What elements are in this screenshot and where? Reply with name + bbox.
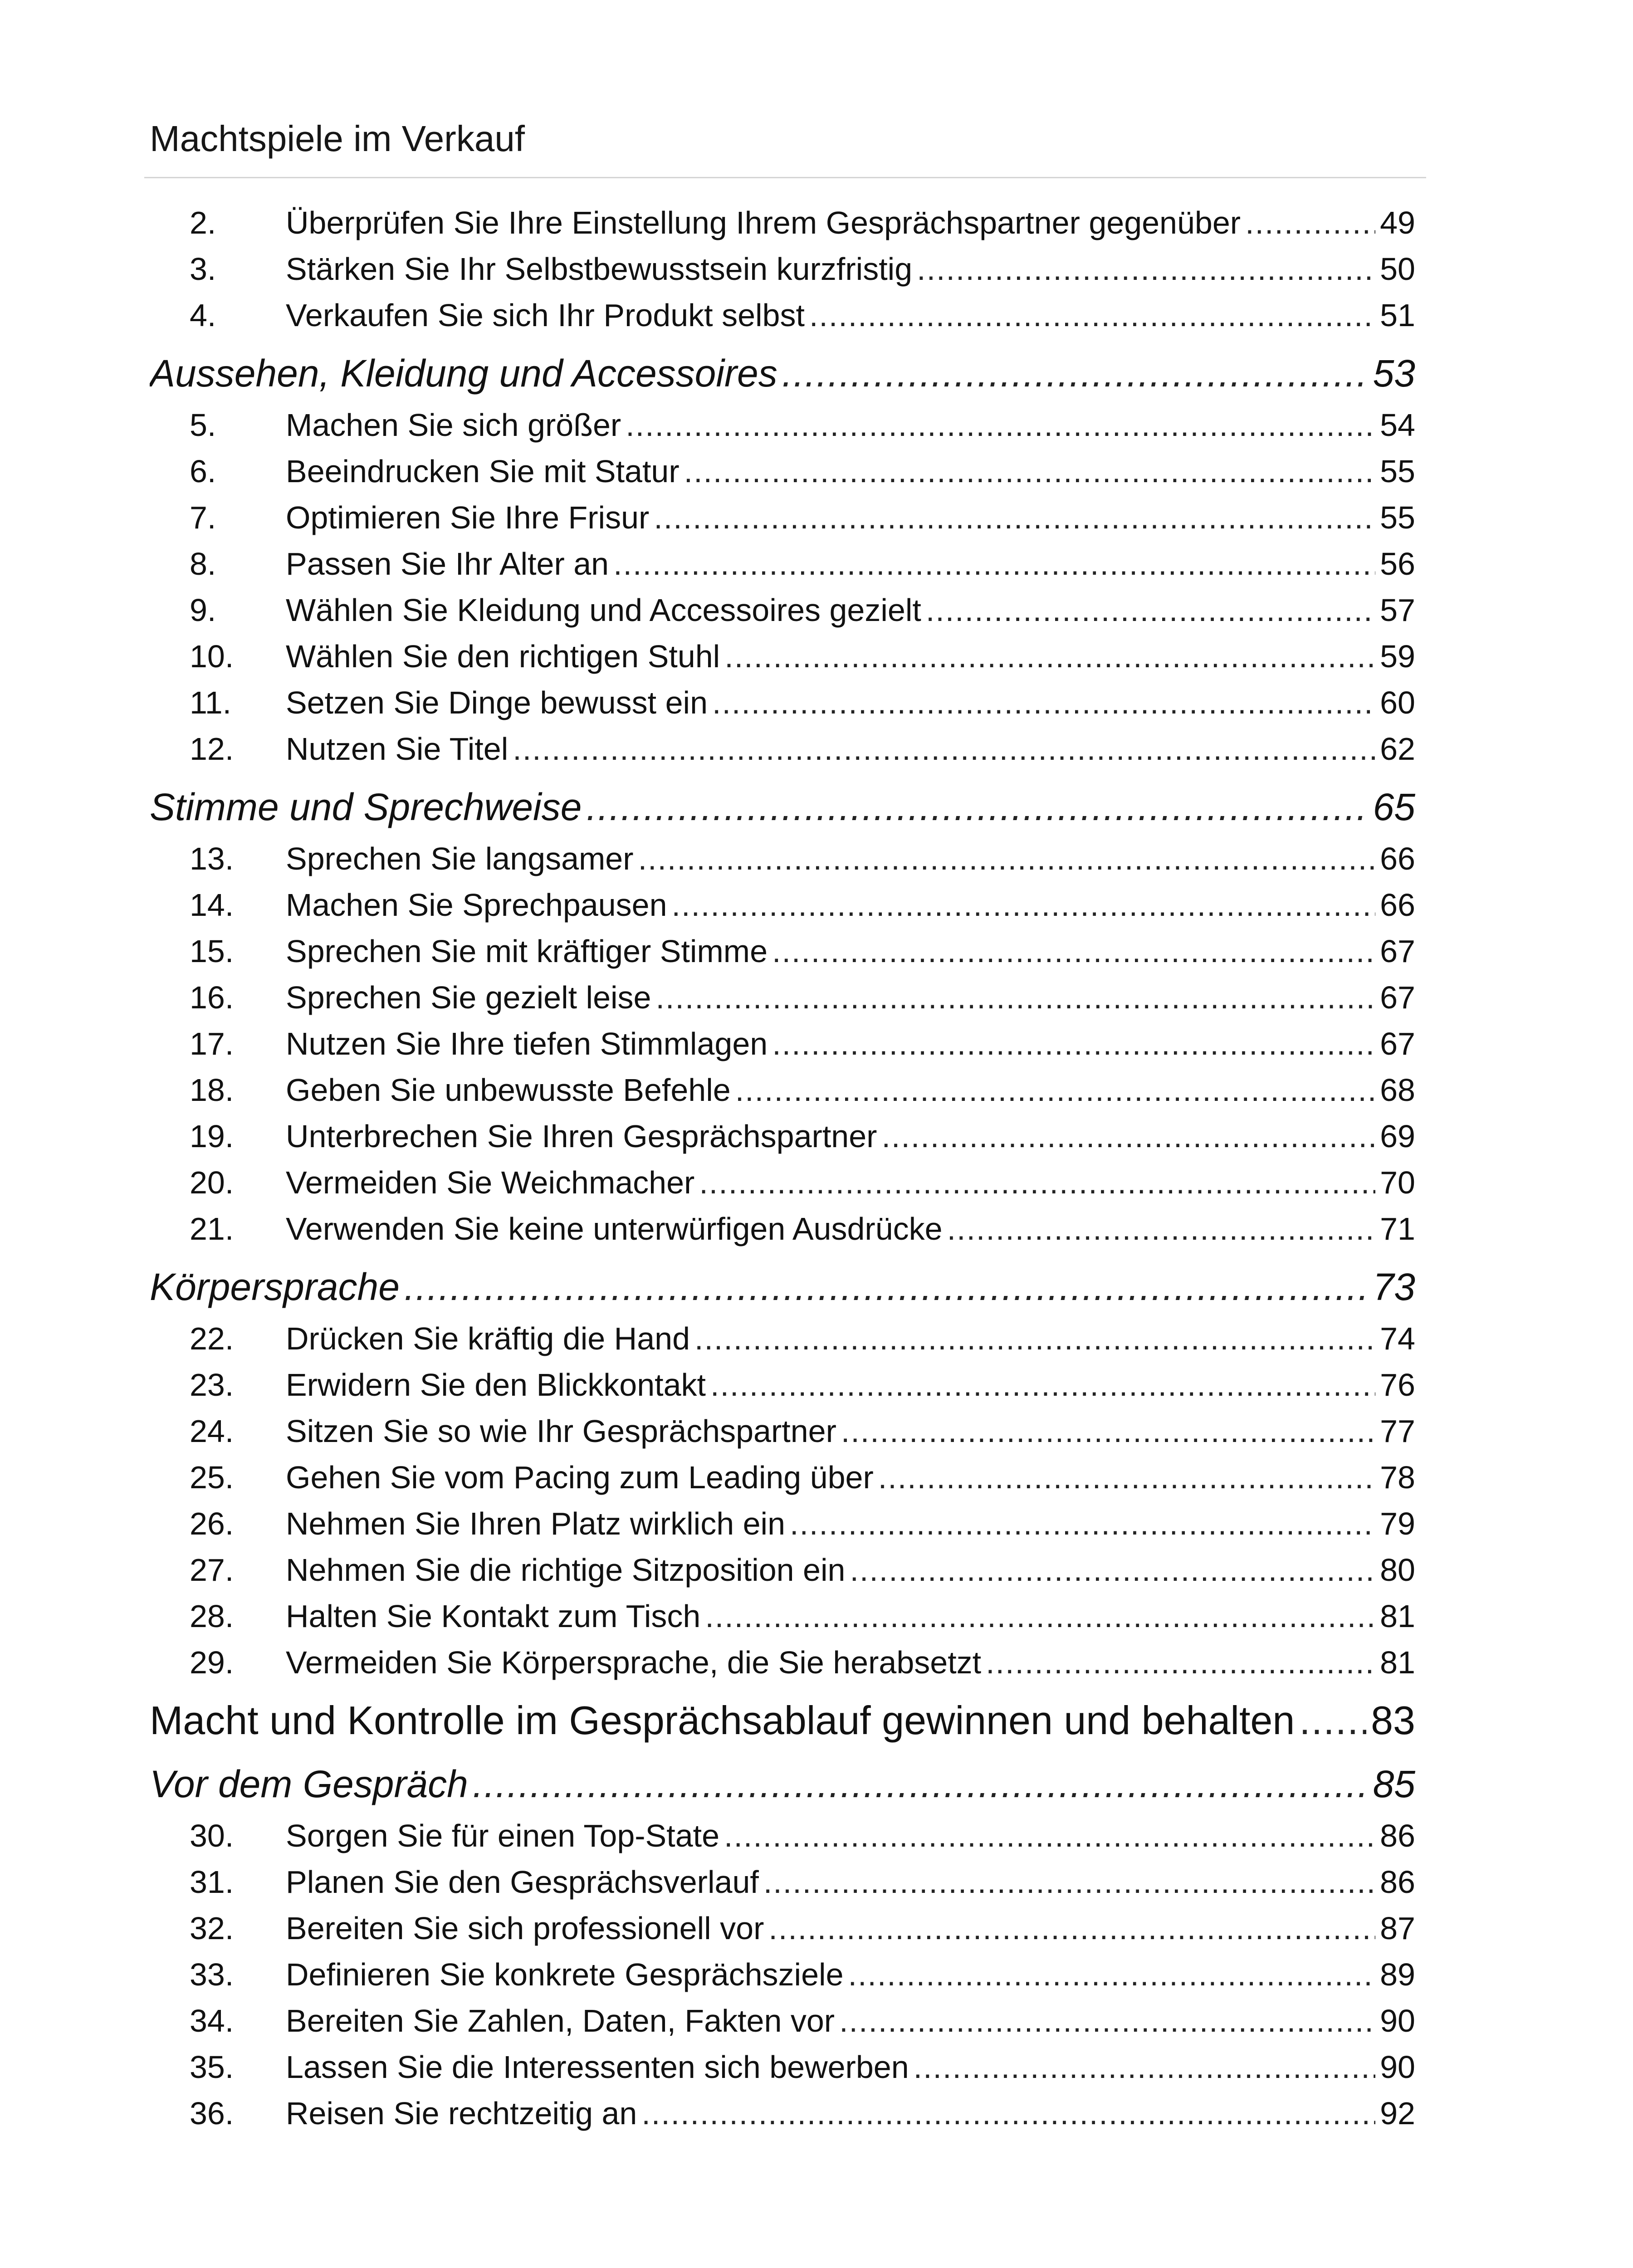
toc-entry[interactable] (150, 836, 1415, 882)
dot-leader (724, 633, 1375, 679)
toc-title: Nehmen Sie Ihren Platz wirklich ein (286, 1506, 786, 1541)
dot-leader (638, 836, 1376, 882)
toc-page-number: 49 (1380, 205, 1415, 240)
dot-leader (712, 679, 1375, 726)
toc-part-heading[interactable] (150, 1692, 1415, 1749)
toc-entry[interactable] (150, 1454, 1415, 1501)
dot-leader (986, 1639, 1375, 1686)
toc-entry-number: 36. (190, 2096, 234, 2131)
toc-title: Nutzen Sie Ihre tiefen Stimmlagen (286, 1026, 768, 1061)
toc-title: Planen Sie den Gesprächsverlauf (286, 1864, 759, 1900)
toc-title: Optimieren Sie Ihre Frisur (286, 500, 650, 535)
toc-page-number: 69 (1380, 1119, 1415, 1154)
dot-leader (513, 726, 1375, 772)
toc-page-number: 59 (1380, 639, 1415, 674)
dot-leader (626, 402, 1375, 448)
dot-leader (809, 292, 1375, 338)
toc-entry[interactable] (150, 1113, 1415, 1159)
toc-title: Stärken Sie Ihr Selbstbewusstsein kurzfristig (286, 251, 913, 287)
toc-entry-number: 30. (190, 1818, 234, 1853)
toc-entry-number: 32. (190, 1911, 234, 1946)
dot-leader (772, 928, 1375, 974)
toc-page-number: 51 (1380, 298, 1415, 333)
toc-page-number: 90 (1380, 2049, 1415, 2085)
dot-leader (839, 1998, 1375, 2044)
dot-leader (878, 1454, 1375, 1501)
dot-leader (841, 1408, 1375, 1454)
toc-entry-number: 12. (190, 731, 234, 767)
toc-page-number: 67 (1380, 980, 1415, 1015)
dot-leader (735, 1067, 1375, 1113)
toc-entry-number: 15. (190, 934, 234, 969)
dot-leader (848, 1951, 1376, 1998)
toc-entry-number: 34. (190, 2003, 234, 2038)
toc-title: Körpersprache (150, 1266, 400, 1308)
toc-entry[interactable] (150, 1905, 1415, 1951)
toc-entry[interactable] (150, 633, 1415, 679)
dot-leader (917, 246, 1375, 292)
toc-entry[interactable] (150, 448, 1415, 494)
dot-leader (947, 1206, 1376, 1252)
toc-entry-number: 5. (190, 407, 216, 443)
toc-entry-number: 17. (190, 1026, 234, 1061)
toc-title: Überprüfen Sie Ihre Einstellung Ihrem Gesprächspartner gegenüber (286, 205, 1241, 240)
header-divider (144, 177, 1426, 178)
toc-entry-number: 4. (190, 298, 216, 333)
toc-entry-number: 31. (190, 1864, 234, 1900)
toc-page-number: 89 (1380, 1957, 1415, 1992)
toc-title: Machen Sie Sprechpausen (286, 887, 667, 923)
toc-title: Vermeiden Sie Körpersprache, die Sie herabsetzt (286, 1645, 982, 1680)
toc-title: Halten Sie Kontakt zum Tisch (286, 1598, 701, 1634)
toc-page-number: 62 (1380, 731, 1415, 767)
toc-title: Wählen Sie den richtigen Stuhl (286, 639, 720, 674)
toc-title: Aussehen, Kleidung und Accessoires (150, 352, 777, 395)
toc-title: Verwenden Sie keine unterwürfigen Ausdrücke (286, 1211, 943, 1246)
toc-page-number: 60 (1380, 685, 1415, 720)
toc-page-number: 55 (1380, 454, 1415, 489)
toc-entry[interactable] (150, 541, 1415, 587)
toc-entry-number: 22. (190, 1321, 234, 1356)
toc-title: Drücken Sie kräftig die Hand (286, 1321, 690, 1356)
toc-page-number: 71 (1380, 1211, 1415, 1246)
toc-entry[interactable] (150, 587, 1415, 633)
toc-title: Gehen Sie vom Pacing zum Leading über (286, 1460, 874, 1495)
toc-page-number: 67 (1380, 1026, 1415, 1061)
toc-entry-number: 7. (190, 500, 216, 535)
dot-leader (724, 1813, 1375, 1859)
toc-entry-number: 14. (190, 887, 234, 923)
toc-entry[interactable] (150, 2044, 1415, 2090)
toc-entry-number: 3. (190, 251, 216, 287)
dot-leader (850, 1547, 1375, 1593)
dot-leader (914, 2044, 1375, 2090)
toc-entry[interactable] (150, 1593, 1415, 1639)
dot-leader (404, 1258, 1369, 1315)
toc-title: Reisen Sie rechtzeitig an (286, 2096, 637, 2131)
toc-title: Unterbrechen Sie Ihren Gesprächspartner (286, 1119, 877, 1154)
toc-title: Sitzen Sie so wie Ihr Gesprächspartner (286, 1413, 836, 1449)
toc-page-number: 73 (1373, 1266, 1415, 1308)
toc-title: Bereiten Sie sich professionell vor (286, 1911, 764, 1946)
toc-entry-number: 25. (190, 1460, 234, 1495)
toc-entry-number: 21. (190, 1211, 234, 1246)
toc-entry-number: 24. (190, 1413, 234, 1449)
toc-title: Setzen Sie Dinge bewusst ein (286, 685, 708, 720)
toc-page-number: 87 (1380, 1911, 1415, 1946)
toc-page-number: 56 (1380, 546, 1415, 582)
toc-page-number: 80 (1380, 1552, 1415, 1588)
dot-leader (926, 587, 1375, 633)
toc-title: Sprechen Sie mit kräftiger Stimme (286, 934, 768, 969)
dot-leader (473, 1755, 1369, 1813)
toc-entry[interactable] (150, 679, 1415, 726)
toc-title: Macht und Kontrolle im Gesprächsablauf gewinnen und behalten (150, 1698, 1295, 1743)
dot-leader (881, 1113, 1375, 1159)
dot-leader (672, 882, 1376, 928)
dot-leader (790, 1501, 1375, 1547)
toc-title: Nutzen Sie Titel (286, 731, 508, 767)
toc-page-number: 54 (1380, 407, 1415, 443)
toc-page-number: 68 (1380, 1072, 1415, 1108)
dot-leader (684, 448, 1375, 494)
dot-leader (641, 2090, 1375, 2136)
toc-entry-number: 13. (190, 841, 234, 876)
toc-entry[interactable] (150, 494, 1415, 541)
toc-page-number: 50 (1380, 251, 1415, 287)
toc-page-number: 66 (1380, 841, 1415, 876)
toc-page-number: 74 (1380, 1321, 1415, 1356)
dot-leader (772, 1021, 1375, 1067)
toc-entry[interactable] (150, 1813, 1415, 1859)
toc-title: Stimme und Sprechweise (150, 786, 582, 828)
toc-entry-number: 27. (190, 1552, 234, 1588)
toc-page-number: 85 (1373, 1763, 1415, 1805)
toc-section-heading[interactable] (150, 778, 1415, 836)
toc-title: Verkaufen Sie sich Ihr Produkt selbst (286, 298, 805, 333)
toc-entry[interactable] (150, 292, 1415, 338)
toc-title: Lassen Sie die Interessenten sich bewerben (286, 2049, 909, 2085)
toc-entry-number: 11. (190, 685, 232, 720)
toc-page-number: 76 (1380, 1367, 1415, 1403)
toc-entry[interactable] (150, 1021, 1415, 1067)
toc-section-heading[interactable] (150, 1258, 1415, 1315)
toc-page-number: 57 (1380, 592, 1415, 628)
toc-page-number: 55 (1380, 500, 1415, 535)
toc-entry[interactable] (150, 1315, 1415, 1362)
toc-entry-number: 20. (190, 1165, 234, 1200)
dot-leader (1245, 200, 1375, 246)
toc-entry[interactable] (150, 1547, 1415, 1593)
dot-leader (768, 1905, 1375, 1951)
toc-title: Sprechen Sie langsamer (286, 841, 634, 876)
toc-section-heading[interactable] (150, 1755, 1415, 1813)
toc-page-number: 81 (1380, 1598, 1415, 1634)
toc-entry[interactable] (150, 246, 1415, 292)
toc-entry[interactable] (150, 1408, 1415, 1454)
toc-entry[interactable] (150, 1159, 1415, 1206)
toc-entry[interactable] (150, 1951, 1415, 1998)
toc-page-number: 79 (1380, 1506, 1415, 1541)
toc-entry-number: 9. (190, 592, 216, 628)
toc-title: Geben Sie unbewusste Befehle (286, 1072, 731, 1108)
running-title: Machtspiele im Verkauf (150, 118, 525, 159)
toc-title: Beeindrucken Sie mit Statur (286, 454, 680, 489)
toc-page-number: 86 (1380, 1864, 1415, 1900)
dot-leader (655, 974, 1375, 1021)
toc-entry-number: 18. (190, 1072, 234, 1108)
toc-title: Wählen Sie Kleidung und Accessoires gezielt (286, 592, 921, 628)
dot-leader (613, 541, 1375, 587)
toc-page-number: 66 (1380, 887, 1415, 923)
toc-entry[interactable] (150, 1859, 1415, 1905)
dot-leader (782, 345, 1369, 402)
toc-entry[interactable] (150, 882, 1415, 928)
toc-section-heading[interactable] (150, 345, 1415, 402)
toc-entry-number: 29. (190, 1645, 234, 1680)
toc-page-number: 90 (1380, 2003, 1415, 2038)
toc-page-number: 86 (1380, 1818, 1415, 1853)
dot-leader (1299, 1692, 1366, 1749)
toc-title: Sprechen Sie gezielt leise (286, 980, 651, 1015)
toc-entry-number: 23. (190, 1367, 234, 1403)
toc-entry[interactable] (150, 726, 1415, 772)
toc-entry-number: 2. (190, 205, 216, 240)
dot-leader (699, 1159, 1375, 1206)
toc-entry[interactable] (150, 1362, 1415, 1408)
toc-entry[interactable] (150, 928, 1415, 974)
toc-entry[interactable] (150, 2090, 1415, 2136)
toc-page-number: 78 (1380, 1460, 1415, 1495)
dot-leader (586, 778, 1368, 836)
toc-title: Vermeiden Sie Weichmacher (286, 1165, 695, 1200)
toc-entry[interactable] (150, 1639, 1415, 1686)
dot-leader (763, 1859, 1375, 1905)
toc-page-number: 77 (1380, 1413, 1415, 1449)
toc-entry-number: 16. (190, 980, 234, 1015)
toc-title: Passen Sie Ihr Alter an (286, 546, 609, 582)
toc-entry[interactable] (150, 1206, 1415, 1252)
toc-entry-number: 35. (190, 2049, 234, 2085)
toc-title: Machen Sie sich größer (286, 407, 621, 443)
toc-entry[interactable] (150, 1501, 1415, 1547)
toc-title: Sorgen Sie für einen Top-State (286, 1818, 720, 1853)
toc-page-number: 81 (1380, 1645, 1415, 1680)
dot-leader (705, 1593, 1375, 1639)
toc-entry-number: 28. (190, 1598, 234, 1634)
dot-leader (710, 1362, 1375, 1408)
toc-entry-number: 10. (190, 639, 234, 674)
dot-leader (694, 1315, 1375, 1362)
toc-page-number: 70 (1380, 1165, 1415, 1200)
toc-title: Vor dem Gespräch (150, 1763, 468, 1805)
dot-leader (654, 494, 1375, 541)
toc-page-number: 53 (1373, 352, 1415, 395)
toc-entry[interactable] (150, 402, 1415, 448)
toc-page-number: 92 (1380, 2096, 1415, 2131)
toc-entry-number: 33. (190, 1957, 234, 1992)
toc-entry-number: 26. (190, 1506, 234, 1541)
toc-entry[interactable] (150, 1067, 1415, 1113)
toc-entry[interactable] (150, 974, 1415, 1021)
toc-page-number: 83 (1371, 1698, 1415, 1743)
toc-title: Bereiten Sie Zahlen, Daten, Fakten vor (286, 2003, 835, 2038)
toc-entry-number: 8. (190, 546, 216, 582)
toc-entry-number: 6. (190, 454, 216, 489)
toc-title: Definieren Sie konkrete Gesprächsziele (286, 1957, 844, 1992)
toc-page-number: 67 (1380, 934, 1415, 969)
toc-entry[interactable] (150, 200, 1415, 246)
toc-entry[interactable] (150, 1998, 1415, 2044)
toc-page-number: 65 (1373, 786, 1415, 828)
toc-entry-number: 19. (190, 1119, 234, 1154)
toc-title: Erwidern Sie den Blickkontakt (286, 1367, 706, 1403)
toc-title: Nehmen Sie die richtige Sitzposition ein (286, 1552, 846, 1588)
